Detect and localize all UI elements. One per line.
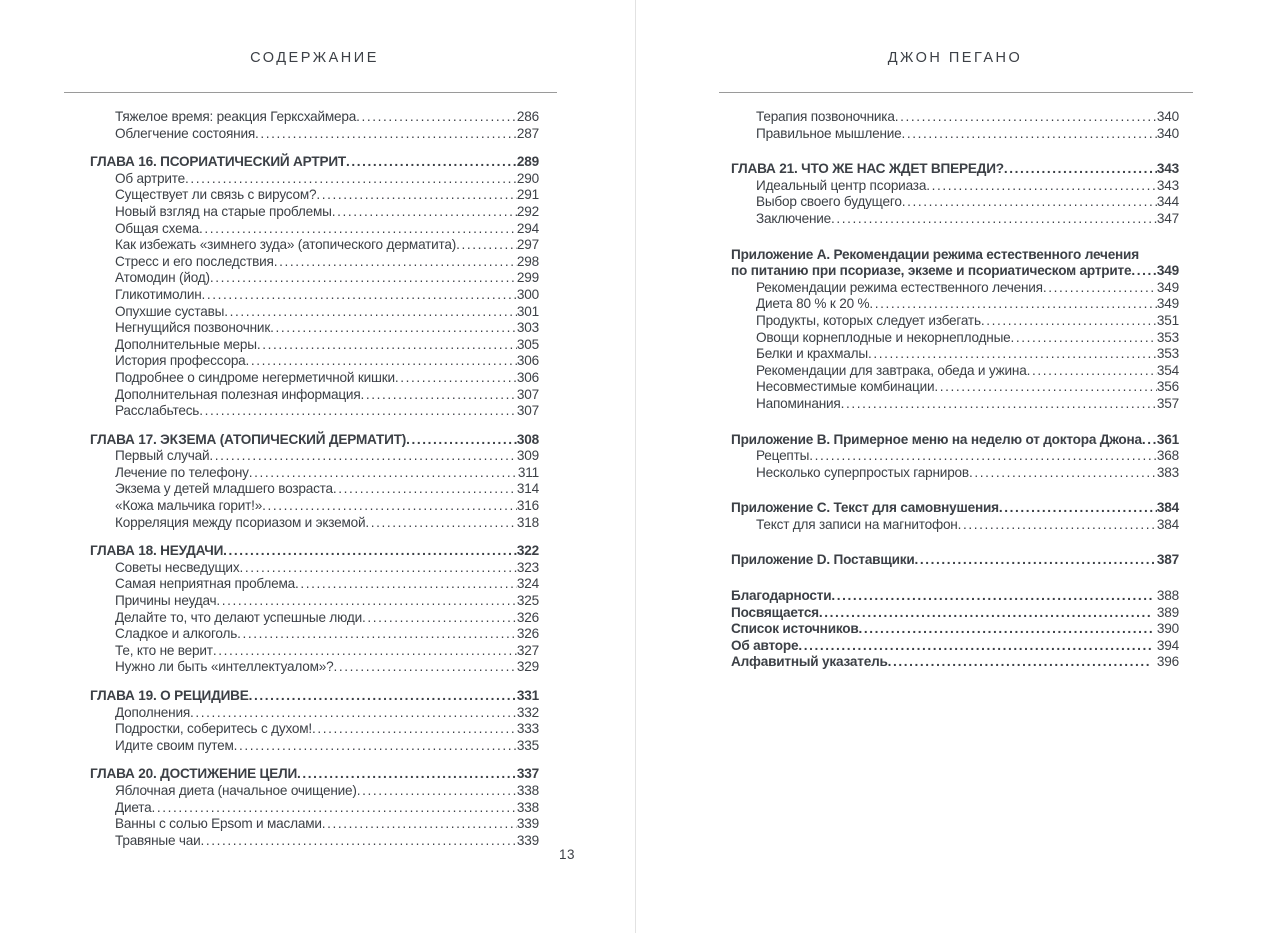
toc-page-ref: 349 <box>1156 263 1179 279</box>
toc-entry <box>90 783 539 800</box>
toc-dot-leader <box>246 353 517 370</box>
toc-group <box>90 154 539 420</box>
toc-page-ref: 326 <box>516 609 539 625</box>
toc-entry <box>731 109 1179 126</box>
toc-page-ref: 299 <box>516 270 539 286</box>
toc-page-ref: 357 <box>1156 395 1179 411</box>
toc-dot-leader <box>819 605 1152 622</box>
toc-dot-leader <box>249 688 517 705</box>
toc-page-ref: 396 <box>1156 654 1179 670</box>
toc-page-ref: 306 <box>516 353 539 369</box>
toc-page-ref: 292 <box>516 203 539 219</box>
toc-entry-label: Подробнее о синдроме негерметичной кишки <box>115 369 395 385</box>
toc-entry-label: Заключение <box>756 210 832 226</box>
toc-page-ref: 326 <box>516 626 539 642</box>
toc-dot-leader <box>859 621 1152 638</box>
toc-page-ref: 323 <box>516 559 539 575</box>
toc-page-ref: 339 <box>516 816 539 832</box>
toc-page-ref: 290 <box>516 170 539 186</box>
toc-entry <box>731 178 1179 195</box>
toc-entry-label: Приложение D. Поставщики <box>731 552 915 568</box>
toc-entry <box>90 287 539 304</box>
toc-entry <box>731 465 1179 482</box>
toc-entry <box>90 560 539 577</box>
toc-page-ref: 368 <box>1156 448 1179 464</box>
toc-page-ref: 332 <box>516 704 539 720</box>
toc-dot-leader <box>902 194 1157 211</box>
toc-dot-leader <box>365 515 516 532</box>
toc-group <box>731 109 1179 142</box>
toc-page-ref: 305 <box>516 336 539 352</box>
toc-dot-leader <box>249 465 518 482</box>
toc-entry-label: Благодарности <box>731 588 832 604</box>
toc-entry <box>90 154 539 171</box>
toc-dot-leader <box>969 465 1157 482</box>
toc-group <box>90 688 539 754</box>
page-number: 13 <box>558 847 576 862</box>
toc-entry <box>731 161 1179 178</box>
toc-entry <box>90 576 539 593</box>
toc-dot-leader <box>360 387 516 404</box>
toc-entry <box>731 448 1179 465</box>
toc-page-ref: 338 <box>516 799 539 815</box>
toc-group <box>731 432 1179 482</box>
toc-dot-leader <box>185 171 517 188</box>
toc-entry-label: Правильное мышление <box>756 125 902 141</box>
toc-entry <box>90 721 539 738</box>
toc-entry <box>90 643 539 660</box>
toc-entry <box>731 194 1179 211</box>
toc-entry-label: Самая неприятная проблема <box>115 576 296 592</box>
toc-entry-label: «Кожа мальчика горит!» <box>115 498 263 514</box>
toc-entry-label: Существует ли связь с вирусом? <box>115 187 317 203</box>
toc-dot-leader <box>199 403 517 420</box>
toc-entry-label: ГЛАВА 17. ЭКЗЕМА (АТОПИЧЕСКИЙ ДЕРМАТИТ) <box>90 431 407 447</box>
toc-entry-label: Ванны с солью Epsom и маслами <box>115 816 322 832</box>
toc-entry-label: Лечение по телефону <box>115 464 249 480</box>
toc-entry-label: Как избежать «зимнего зуда» (атопического дерматита) <box>115 237 457 253</box>
toc-entry <box>90 626 539 643</box>
toc-dot-leader <box>934 379 1157 396</box>
toc-dot-leader <box>868 346 1157 363</box>
toc-entry <box>90 403 539 420</box>
toc-page-ref: 354 <box>1156 362 1179 378</box>
toc-entry-label: Опухшие суставы <box>115 303 225 319</box>
toc-entry <box>731 280 1179 297</box>
toc-dot-leader <box>888 654 1152 671</box>
toc-page-ref: 353 <box>1156 329 1179 345</box>
toc-entry-label: Текст для записи на магнитофон <box>756 516 958 532</box>
toc-page-ref: 306 <box>516 369 539 385</box>
toc-entry <box>731 379 1179 396</box>
toc-dot-leader <box>1004 161 1157 178</box>
toc-dot-leader <box>798 638 1152 655</box>
toc-dot-leader <box>334 659 517 676</box>
toc-dot-leader <box>981 313 1157 330</box>
toc-entry-label: Гликотимолин <box>115 286 202 302</box>
toc-dot-leader <box>216 593 517 610</box>
toc-page-ref: 343 <box>1156 161 1179 177</box>
toc-dot-leader <box>895 109 1157 126</box>
toc-dot-leader <box>958 517 1157 534</box>
toc-entry-label: ГЛАВА 18. НЕУДАЧИ <box>90 543 224 559</box>
toc-entry-label: Дополнительные меры <box>115 336 257 352</box>
toc-entry-label: Яблочная диета (начальное очищение) <box>115 782 357 798</box>
toc-entry <box>90 370 539 387</box>
toc-entry <box>731 247 1179 264</box>
toc-entry-label: Напоминания <box>756 395 841 411</box>
toc-dot-leader <box>356 109 517 126</box>
toc-group <box>90 543 539 676</box>
toc-dot-leader <box>831 211 1157 228</box>
toc-entry <box>90 337 539 354</box>
toc-entry <box>90 659 539 676</box>
toc-dot-leader <box>1142 432 1157 449</box>
toc-entry <box>731 211 1179 228</box>
toc-entry-label: Атомодин (йод) <box>115 270 210 286</box>
toc-group <box>90 766 539 849</box>
toc-entry <box>90 304 539 321</box>
toc-page-ref: 388 <box>1156 588 1179 604</box>
toc-group <box>731 500 1179 533</box>
toc-entry <box>90 593 539 610</box>
toc-entry <box>90 126 539 143</box>
toc-dot-leader <box>255 126 517 143</box>
toc-entry-label: Несовместимые комбинации <box>756 379 935 395</box>
toc-dot-leader <box>357 783 517 800</box>
toc-entry <box>90 465 539 482</box>
toc-page-ref: 311 <box>517 464 539 480</box>
toc-entry <box>90 688 539 705</box>
toc-page-ref: 339 <box>516 832 539 848</box>
toc-dot-leader <box>346 154 517 171</box>
toc-page-ref: 286 <box>516 109 539 124</box>
toc-page-ref: 314 <box>516 481 539 497</box>
toc-dot-leader <box>152 800 517 817</box>
toc-entry-label: Облегчение состояния <box>115 125 256 141</box>
toc-entry <box>731 605 1179 622</box>
toc-dot-leader <box>831 588 1152 605</box>
toc-dot-leader <box>262 498 517 515</box>
toc-entry-label: Идите своим путем <box>115 737 234 753</box>
toc-page-ref: 389 <box>1156 604 1179 620</box>
toc-page-ref: 384 <box>1156 516 1179 532</box>
toc-entry-label: Первый случай <box>115 448 210 464</box>
toc-entry-label: Стресс и его последствия <box>115 253 274 269</box>
toc-page-ref: 303 <box>516 320 539 336</box>
toc-entry <box>731 588 1179 605</box>
toc-page-ref: 383 <box>1156 464 1179 480</box>
toc-entry-label: Делайте то, что делают успешные люди <box>115 609 362 625</box>
toc-dot-leader <box>316 187 517 204</box>
toc-entry-label: Выбор своего будущего <box>756 194 902 210</box>
toc-page-ref: 356 <box>1156 379 1179 395</box>
toc-dot-leader <box>223 543 517 560</box>
toc-entry <box>90 204 539 221</box>
toc-dot-leader <box>239 560 516 577</box>
toc-dot-leader <box>1043 280 1157 297</box>
toc-page-ref: 337 <box>516 766 539 782</box>
toc-dot-leader <box>1131 263 1157 280</box>
toc-page-ref: 297 <box>516 237 539 253</box>
toc-entry <box>90 833 539 850</box>
toc-entry <box>90 387 539 404</box>
toc-entry-label: Рекомендации для завтрака, обеда и ужина <box>756 362 1027 378</box>
toc-page-ref: 353 <box>1156 346 1179 362</box>
toc-dot-leader <box>234 738 517 755</box>
right-page-header: ДЖОН ПЕГАНО <box>887 50 1023 66</box>
toc-entry-label: История профессора <box>115 353 246 369</box>
toc-entry-label: Дополнения <box>115 704 191 720</box>
toc-page-ref: 307 <box>516 386 539 402</box>
toc-entry-label: Об артрите <box>115 170 185 186</box>
toc-page-ref: 325 <box>516 593 539 609</box>
toc-entry <box>90 432 539 449</box>
toc-dot-leader <box>213 643 517 660</box>
toc-entry-label: Рекомендации режима естественного лечения <box>756 279 1043 295</box>
toc-group <box>731 247 1179 413</box>
left-page-header: СОДЕРЖАНИЕ <box>250 50 379 66</box>
toc-entry <box>731 654 1179 671</box>
toc-dot-leader <box>274 254 517 271</box>
toc-page-ref: 349 <box>1156 279 1179 295</box>
toc-entry-label: Советы несведущих <box>115 559 240 575</box>
toc-entry <box>731 346 1179 363</box>
toc-entry <box>731 500 1179 517</box>
toc-entry <box>90 816 539 833</box>
toc-dot-leader <box>297 766 517 783</box>
toc-dot-leader <box>270 320 517 337</box>
toc-entry <box>90 498 539 515</box>
toc-entry <box>90 766 539 783</box>
toc-entry <box>90 171 539 188</box>
right-page <box>636 0 1270 933</box>
toc-entry <box>731 330 1179 347</box>
toc-dot-leader <box>456 237 517 254</box>
toc-right <box>731 109 1179 671</box>
toc-entry-label: Терапия позвоночника <box>756 109 895 124</box>
toc-page-ref: 322 <box>516 543 539 559</box>
toc-entry <box>90 187 539 204</box>
toc-entry <box>731 638 1179 655</box>
toc-dot-leader <box>257 337 517 354</box>
toc-entry-label: Подростки, соберитесь с духом! <box>115 721 312 737</box>
toc-page-ref: 307 <box>516 403 539 419</box>
toc-entry <box>90 254 539 271</box>
toc-page-ref: 301 <box>516 303 539 319</box>
toc-page-ref: 340 <box>1156 109 1179 124</box>
toc-entry-label: ГЛАВА 19. О РЕЦИДИВЕ <box>90 688 249 703</box>
toc-dot-leader <box>209 448 516 465</box>
toc-dot-leader <box>312 721 517 738</box>
toc-page-ref: 316 <box>516 498 539 514</box>
toc-dot-leader <box>199 221 517 238</box>
toc-page-ref: 289 <box>516 154 539 170</box>
toc-entry-label: Нужно ли быть «интеллектуалом»? <box>115 659 334 675</box>
toc-entry <box>90 320 539 337</box>
toc-entry-label: ГЛАВА 21. ЧТО ЖЕ НАС ЖДЕТ ВПЕРЕДИ? <box>731 161 1004 177</box>
toc-dot-leader <box>999 500 1157 517</box>
toc-page-ref: 298 <box>516 253 539 269</box>
toc-page-ref: 300 <box>516 286 539 302</box>
toc-entry-label: Травяные чаи <box>115 832 201 848</box>
toc-entry <box>731 313 1179 330</box>
toc-entry <box>90 237 539 254</box>
toc-entry <box>731 432 1179 449</box>
toc-dot-leader <box>237 626 517 643</box>
toc-left <box>90 109 539 849</box>
toc-entry-label: Посвящается <box>731 604 819 620</box>
toc-entry <box>90 270 539 287</box>
toc-dot-leader <box>201 833 517 850</box>
toc-entry-label: Приложение В. Примерное меню на неделю от доктора Джона <box>731 431 1142 447</box>
toc-dot-leader <box>322 816 517 833</box>
toc-dot-leader <box>1027 363 1157 380</box>
right-header-rule <box>719 92 1193 93</box>
toc-dot-leader <box>333 481 517 498</box>
toc-group <box>731 161 1179 227</box>
toc-page-ref: 324 <box>516 576 539 592</box>
toc-page-ref: 291 <box>516 187 539 203</box>
toc-dot-leader <box>841 396 1157 413</box>
toc-entry <box>731 263 1179 280</box>
toc-entry-label: Алфавитный указатель <box>731 654 888 670</box>
toc-entry-label: Продукты, которых следует избегать <box>756 312 981 328</box>
left-header-rule <box>64 92 557 93</box>
toc-entry <box>731 621 1179 638</box>
toc-dot-leader <box>362 610 517 627</box>
toc-entry <box>90 800 539 817</box>
toc-page-ref: 318 <box>516 514 539 530</box>
toc-dot-leader <box>332 204 517 221</box>
toc-entry-label: Дополнительная полезная информация <box>115 386 361 402</box>
toc-entry-label: Негнущийся позвоночник <box>115 320 271 336</box>
toc-entry <box>90 738 539 755</box>
toc-page-ref: 331 <box>516 688 539 703</box>
toc-page-ref: 394 <box>1156 637 1179 653</box>
toc-dot-leader <box>902 126 1157 143</box>
toc-page-ref: 327 <box>516 642 539 658</box>
toc-entry-label: Об авторе <box>731 637 799 653</box>
toc-entry-label: Тяжелое время: реакция Герксхаймера <box>115 109 357 124</box>
toc-entry <box>90 481 539 498</box>
toc-dot-leader <box>190 705 517 722</box>
toc-entry-label: Приложение А. Рекомендации режима естественного лечения <box>731 246 1139 262</box>
toc-page-ref: 287 <box>516 125 539 141</box>
toc-page-ref: 329 <box>516 659 539 675</box>
toc-dot-leader <box>395 370 517 387</box>
toc-entry <box>90 353 539 370</box>
toc-page-ref: 338 <box>516 782 539 798</box>
toc-entry-label: ГЛАВА 20. ДОСТИЖЕНИЕ ЦЕЛИ <box>90 766 298 782</box>
toc-entry <box>731 363 1179 380</box>
toc-dot-leader <box>202 287 517 304</box>
toc-entry-label: Новый взгляд на старые проблемы <box>115 203 332 219</box>
toc-page-ref: 387 <box>1156 552 1179 568</box>
toc-dot-leader <box>1011 330 1157 347</box>
toc-entry-label: Диета 80 % к 20 % <box>756 296 870 312</box>
toc-entry-label: по питанию при псориазе, экземе и псориатическом артрите <box>731 263 1132 279</box>
toc-page-ref: 349 <box>1156 296 1179 312</box>
toc-entry <box>90 448 539 465</box>
toc-page-ref: 335 <box>516 737 539 753</box>
toc-group <box>731 588 1179 671</box>
toc-entry <box>90 705 539 722</box>
toc-page-ref: 343 <box>1156 177 1179 193</box>
toc-entry-label: Рецепты <box>756 448 810 464</box>
toc-entry-label: Общая схема <box>115 220 199 236</box>
toc-entry-label: Овощи корнеплодные и некорнеплодные <box>756 329 1011 345</box>
toc-entry <box>731 552 1179 569</box>
toc-entry <box>90 109 539 126</box>
toc-entry-label: Расслабьтесь <box>115 403 200 419</box>
toc-entry-label: Причины неудач <box>115 593 217 609</box>
toc-entry-label: Белки и крахмалы <box>756 346 868 362</box>
toc-dot-leader <box>210 270 517 287</box>
toc-entry-label: Приложение С. Текст для самовнушения <box>731 500 999 516</box>
toc-entry <box>731 396 1179 413</box>
toc-entry <box>90 610 539 627</box>
toc-entry-label: ГЛАВА 16. ПСОРИАТИЧЕСКИЙ АРТРИТ <box>90 154 347 170</box>
toc-entry <box>90 543 539 560</box>
toc-entry-label: Диета <box>115 799 152 815</box>
toc-dot-leader <box>295 576 517 593</box>
toc-dot-leader <box>915 552 1157 569</box>
toc-group <box>90 109 539 142</box>
toc-page-ref: 347 <box>1156 210 1179 226</box>
toc-entry <box>731 517 1179 534</box>
toc-dot-leader <box>406 432 517 449</box>
toc-entry-label: Идеальный центр псориаза <box>756 177 927 193</box>
toc-page-ref: 344 <box>1156 194 1179 210</box>
toc-dot-leader <box>809 448 1157 465</box>
toc-page-ref: 351 <box>1156 312 1179 328</box>
toc-page-ref: 309 <box>516 448 539 464</box>
toc-entry <box>731 296 1179 313</box>
toc-page-ref: 361 <box>1156 431 1179 447</box>
toc-page-ref: 390 <box>1156 621 1179 637</box>
toc-group <box>731 552 1179 569</box>
toc-entry-label: Несколько суперпростых гарниров <box>756 464 969 480</box>
toc-page-ref: 384 <box>1156 500 1179 516</box>
toc-dot-leader <box>926 178 1157 195</box>
toc-entry-label: Корреляция между псориазом и экземой <box>115 514 366 530</box>
toc-entry-label: Сладкое и алкоголь <box>115 626 238 642</box>
toc-dot-leader <box>869 296 1157 313</box>
toc-entry-label: Список источников <box>731 621 859 637</box>
toc-page-ref: 294 <box>516 220 539 236</box>
toc-entry <box>731 126 1179 143</box>
toc-entry-label: Те, кто не верит <box>115 642 213 658</box>
toc-entry <box>90 515 539 532</box>
toc-group <box>90 432 539 532</box>
toc-dot-leader <box>224 304 517 321</box>
toc-page-ref: 308 <box>516 431 539 447</box>
toc-page-ref: 333 <box>516 721 539 737</box>
toc-entry-label: Экзема у детей младшего возраста <box>115 481 333 497</box>
toc-page-ref: 340 <box>1156 125 1179 141</box>
toc-entry <box>90 221 539 238</box>
